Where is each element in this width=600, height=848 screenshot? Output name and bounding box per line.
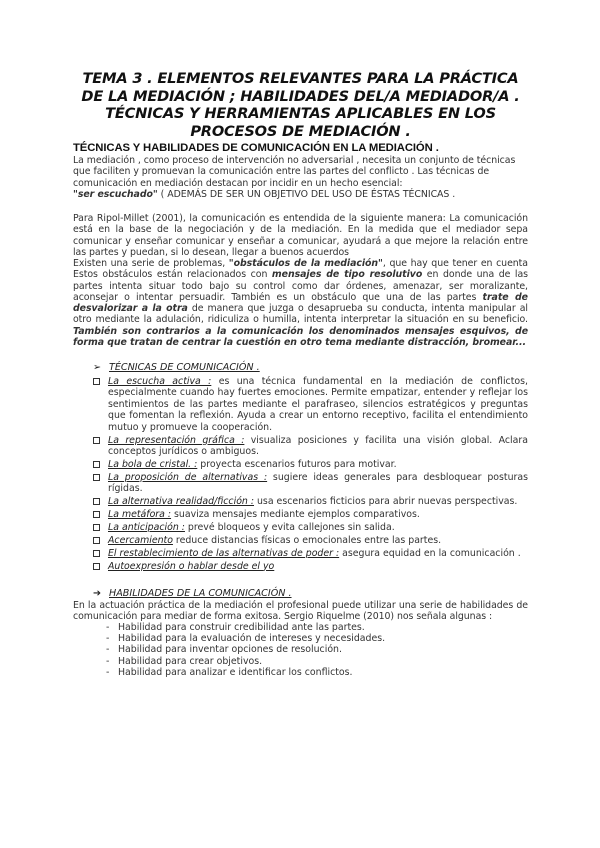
- techniques-heading-text: TÉCNICAS DE COMUNICACIÓN .: [109, 362, 260, 373]
- skill-item: - Habilidad para construir credibilidad ante las partes.: [73, 622, 528, 633]
- arrowhead-bullet-icon: ➢: [93, 362, 102, 373]
- technique-description: sugiere ideas generales para desbloquear posturas rígidas.: [108, 471, 528, 495]
- technique-item: [73, 548, 528, 559]
- technique-item: [73, 561, 528, 572]
- checkbox-bullet-icon: [93, 537, 100, 544]
- technique-term: La metáfora :: [108, 508, 172, 520]
- checkbox-bullet-icon: [93, 498, 100, 505]
- technique-term: La representación gráfica :: [108, 434, 245, 446]
- document-page: [73, 66, 528, 678]
- technique-term: La anticipación :: [108, 521, 185, 533]
- intro-paragraph: [73, 155, 528, 200]
- obstacles-paragraph: [73, 258, 528, 348]
- checkbox-bullet-icon: [93, 563, 100, 570]
- skill-item: - Habilidad para analizar e identificar los conflictos.: [73, 667, 528, 678]
- checkbox-bullet-icon: [93, 461, 100, 468]
- obstacles-text-1: Existen una serie de problemas,: [73, 258, 229, 269]
- checkbox-bullet-icon: [93, 511, 100, 518]
- checkbox-bullet-icon: [93, 550, 100, 557]
- checkbox-bullet-icon: [93, 524, 100, 531]
- technique-description: visualiza posiciones y facilita una visión global. Aclara conceptos jurídicos o ambiguos.: [108, 434, 528, 457]
- intro-emphasis: "ser escuchado": [73, 188, 158, 200]
- skills-heading: [93, 588, 528, 600]
- technique-term: El restablecimiento de las alternativas de poder :: [108, 547, 340, 559]
- checkbox-bullet-icon: [93, 474, 100, 481]
- technique-item: [73, 435, 528, 458]
- technique-description: es una técnica fundamental en la mediación de conflictos, especialmente cuando hay fuertes emociones. Permite empatizar, entender y reflejar los sentimientos de las partes mediante el parafraseo, silencios estratégicos y preguntas que fomentan la reflexión. Ayuda a crear un entorno receptivo, facilita el entendimiento mutuo y promueve la cooperación.: [108, 376, 528, 433]
- technique-item: [73, 459, 528, 470]
- section-heading: TÉCNICAS Y HABILIDADES DE COMUNICACIÓN EN LA MEDIACIÓN .: [73, 142, 439, 154]
- technique-term: Acercamiento: [108, 534, 173, 546]
- checkbox-bullet-icon: [93, 437, 100, 444]
- intro-tail: ( ADEMÁS DE SER UN OBJETIVO DEL USO DE ÉSTAS TÉCNICAS .: [157, 188, 456, 200]
- checkbox-bullet-icon: [93, 378, 100, 385]
- technique-term: La alternativa realidad/ficción :: [108, 496, 255, 508]
- technique-description: proyecta escenarios futuros para motivar.: [197, 458, 397, 470]
- techniques-list: [73, 376, 528, 572]
- technique-item: [73, 522, 528, 533]
- technique-description: suaviza mensajes mediante ejemplos comparativos.: [171, 508, 420, 520]
- technique-term: La proposición de alternativas :: [108, 471, 268, 483]
- techniques-heading: [93, 362, 528, 374]
- arrow-bullet-icon: ➔: [93, 587, 102, 599]
- obstacles-text-2: , que hay que tener en cuenta Estos obstáculos están relacionados con: [73, 258, 528, 281]
- ripol-paragraph: Para Ripol-Millet (2001), la comunicación es entendida de la siguiente manera: La comunicación está en la base de la negociación y de la mediación. En la medida que el mediador sepa comunicar y enseñar comunicar y enseñar a comunicar, ayudará a que mejore la relación entre las partes y puedan, si lo desean, llegar a buenos acuerdos: [73, 213, 528, 258]
- skill-item: - Habilidad para la evaluación de intereses y necesidades.: [73, 633, 528, 644]
- obstacles-emphasis-3: trate de desvalorizar a la otra: [73, 291, 528, 314]
- technique-item: [73, 376, 528, 433]
- technique-item: [73, 535, 528, 546]
- skills-heading-text: HABILIDADES DE LA COMUNICACIÓN .: [109, 587, 292, 599]
- technique-item: [73, 496, 528, 507]
- obstacles-emphasis-2: mensajes de tipo resolutivo: [271, 269, 423, 281]
- technique-item: [73, 509, 528, 520]
- skill-item: - Habilidad para crear objetivos.: [73, 656, 528, 667]
- obstacles-text-4: de manera que juzga o desaprueba su conducta, intenta manipular al otro mediante la adulación, ridiculiza o humilla, intenta interpretar la situación en su beneficio.: [73, 303, 528, 326]
- intro-text: La mediación , como proceso de intervención no adversarial , necesita un conjunto de técnicas que faciliten y promuevan la comunicación entre las partes del conflicto . Las técnicas de comunicación en mediación destacan por incidir en un hecho esencial:: [73, 155, 516, 189]
- technique-description: asegura equidad en la comunicación .: [339, 547, 521, 559]
- technique-description: usa escenarios ficticios para abrir nuevas perspectivas.: [254, 496, 518, 508]
- technique-description: prevé bloqueos y evita callejones sin salida.: [184, 521, 395, 533]
- obstacles-emphasis-4: También son contrarios a la comunicación los denominados mensajes esquivos, de forma que tratan de centrar la cuestión en otro tema mediante distracción, bromear...: [73, 325, 528, 348]
- skills-list: [73, 622, 528, 678]
- technique-item: [73, 472, 528, 495]
- obstacles-text-3: en donde una de las partes intenta situar todo bajo su control como dar órdenes, amenazar, ser moralizante, aconsejar o intentar persuadir. También es un obstáculo que una de las partes: [73, 269, 528, 303]
- technique-term: La escucha activa :: [108, 376, 212, 387]
- obstacles-emphasis-1: "obstáculos de la mediación": [228, 258, 383, 269]
- technique-description: reduce distancias físicas o emocionales entre las partes.: [172, 534, 442, 546]
- technique-term: Autoexpresión o hablar desde el yo: [108, 560, 275, 572]
- skill-item: - Habilidad para inventar opciones de resolución.: [73, 644, 528, 655]
- document-title: TEMA 3 . ELEMENTOS RELEVANTES PARA LA PRÁCTICA DE LA MEDIACIÓN ; HABILIDADES DEL/A MEDIADOR/A . TÉCNICAS Y HERRAMIENTAS APLICABLES EN LOS PROCESOS DE MEDIACIÓN .: [81, 70, 520, 140]
- skills-intro: En la actuación práctica de la mediación el profesional puede utilizar una serie de habilidades de comunicación para mediar de forma exitosa. Sergio Riquelme (2010) nos señala algunas :: [73, 599, 528, 622]
- technique-term: La bola de cristal. :: [108, 458, 198, 470]
